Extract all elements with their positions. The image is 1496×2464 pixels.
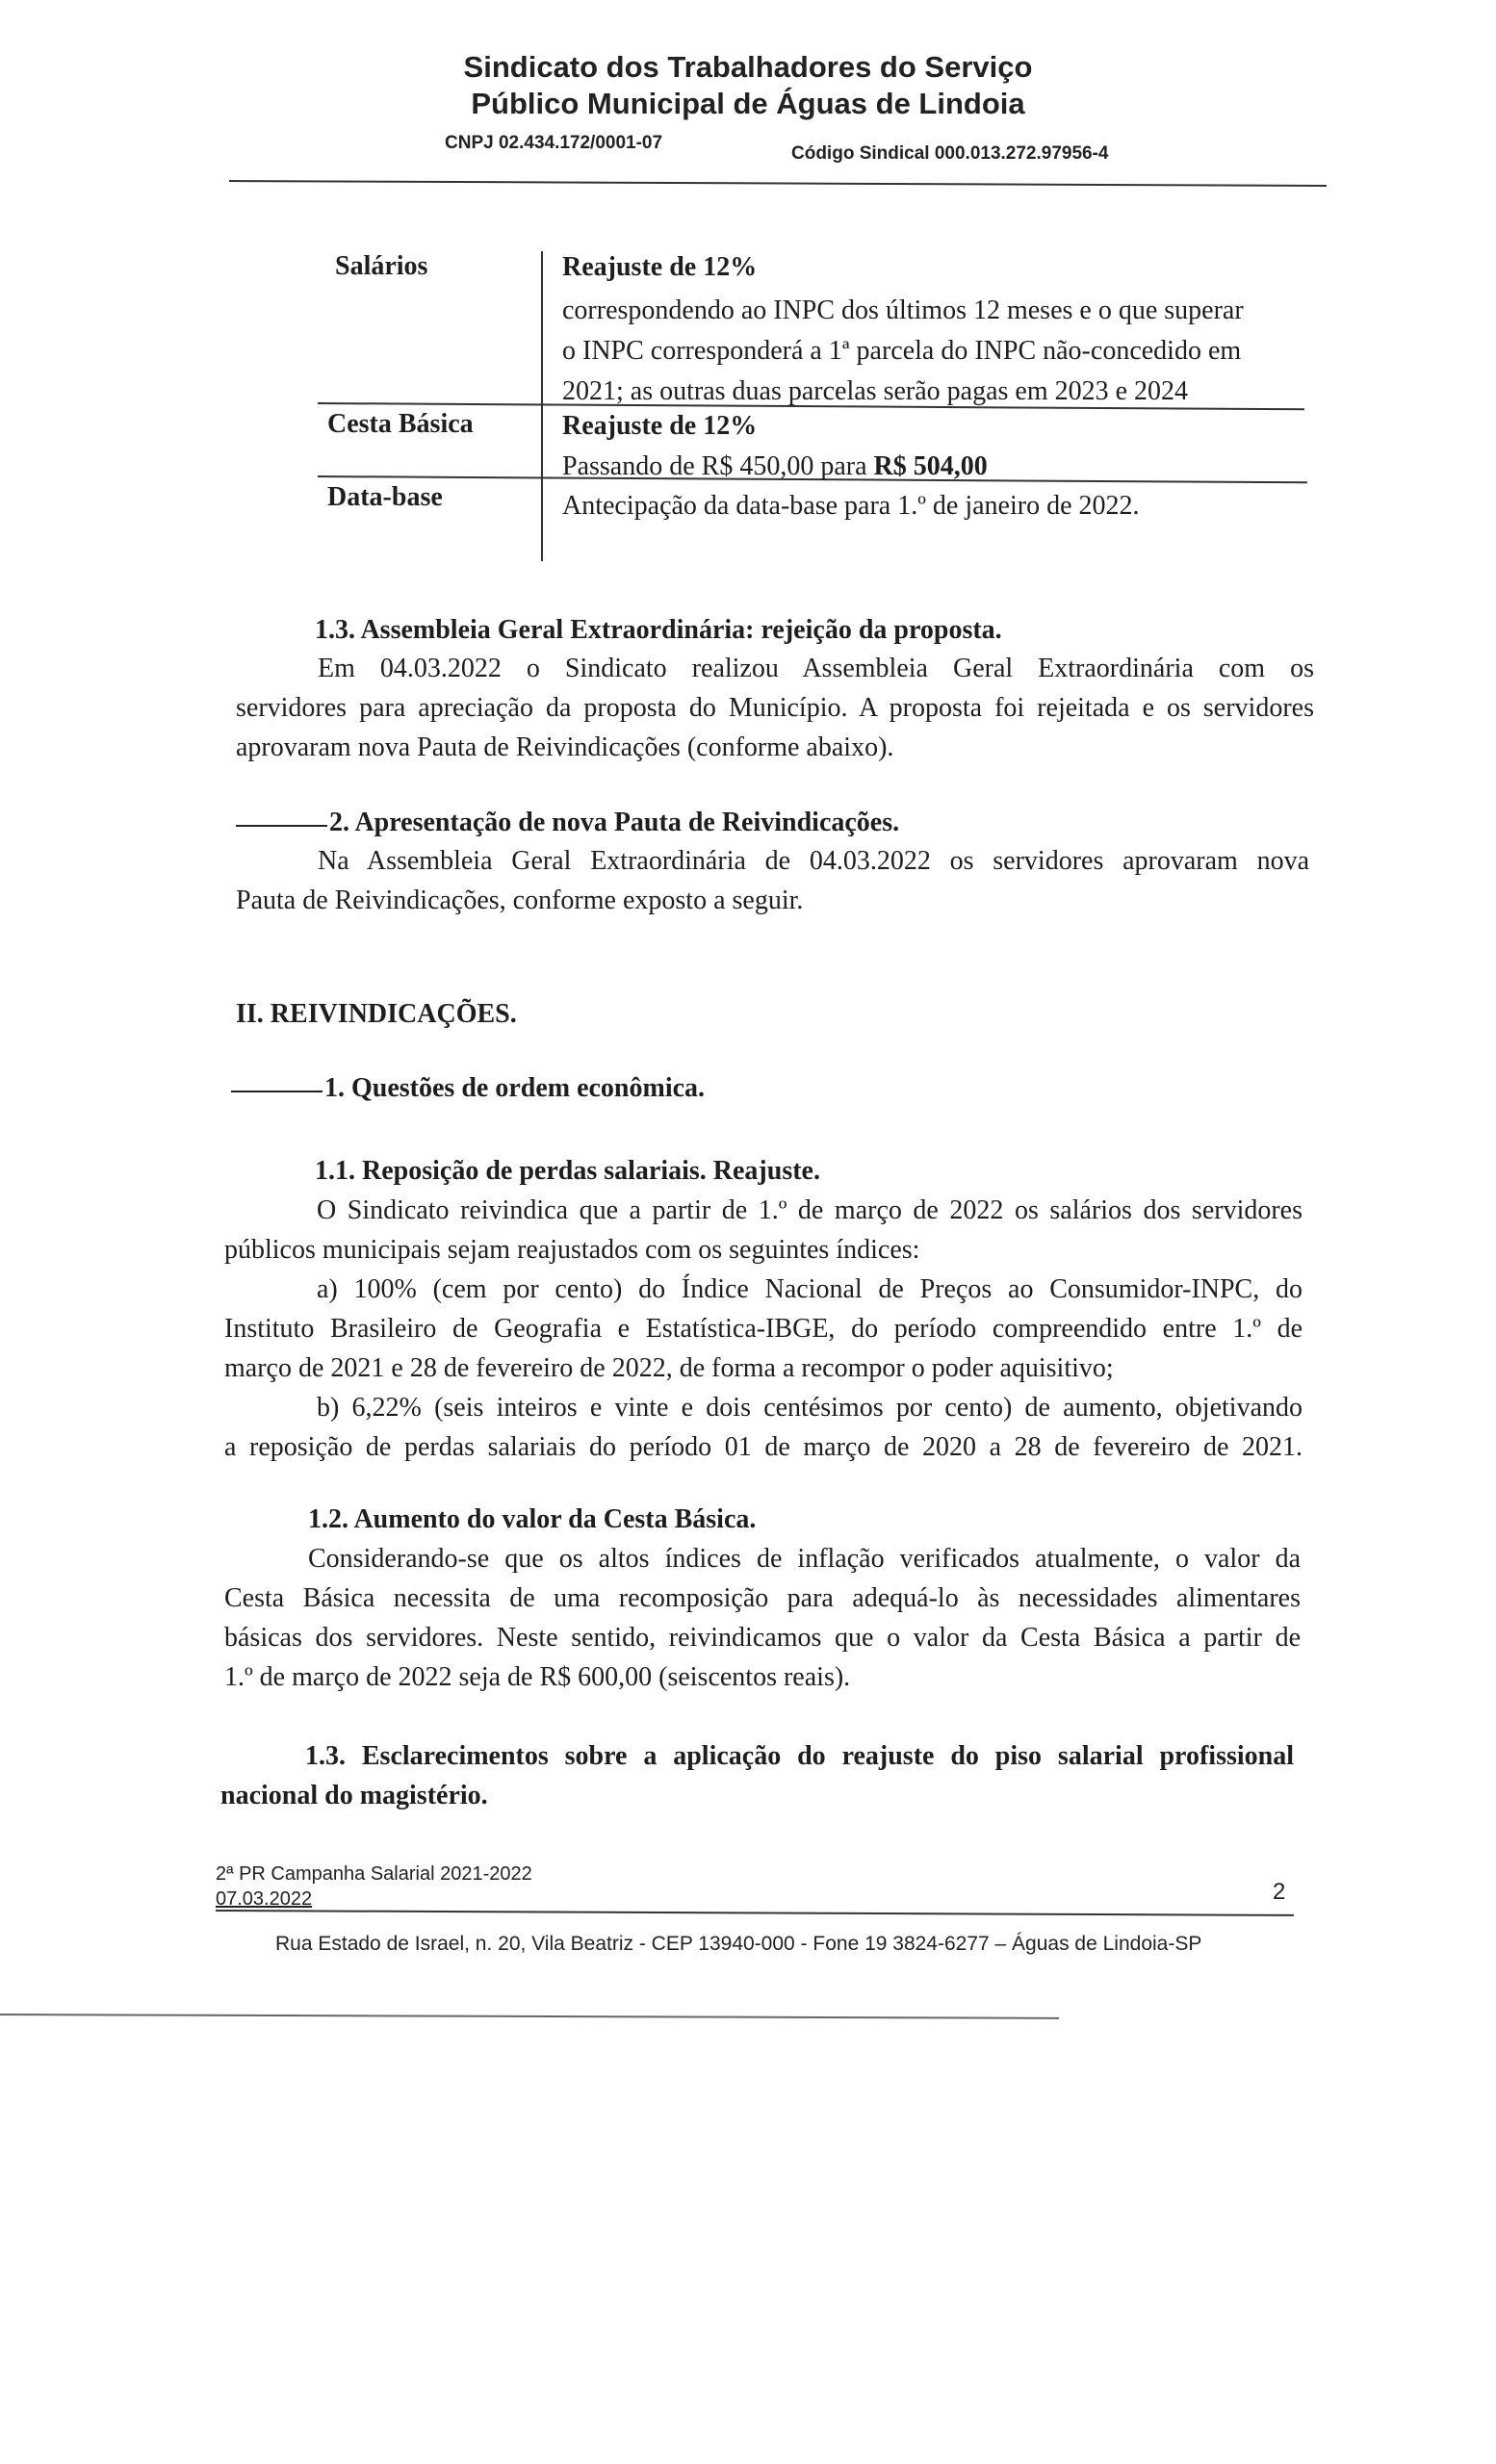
proposal-table	[318, 245, 1309, 568]
paragraph-line: Cesta Básica necessita de uma recomposição para adequá-lo às necessidades alimentares	[224, 1583, 1301, 1613]
paragraph-line: Em 04.03.2022 o Sindicato realizou Assembleia Geral Extraordinária com os	[318, 654, 1314, 683]
header-divider	[229, 180, 1327, 187]
heading-dash	[231, 1071, 322, 1092]
section-II-heading: II. REIVINDICAÇÕES.	[236, 999, 517, 1029]
codigo-sindical: Código Sindical 000.013.272.97956-4	[791, 143, 1109, 164]
section-1-2-body	[224, 1539, 1301, 1697]
section-1-heading-text: 1. Questões de ordem econômica.	[324, 1073, 706, 1103]
section-1-3b-heading	[220, 1736, 1294, 1815]
table-text-line: 2021; as outras duas parcelas serão pagas em 2023 e 2024	[562, 376, 1189, 406]
section-1-3-heading: 1.3. Assembleia Geral Extraordinária: rejeição da proposta.	[315, 615, 1002, 645]
row-title-cesta-basica: Reajuste de 12%	[562, 411, 758, 441]
paragraph-line: Instituto Brasileiro de Geografia e Estatística-IBGE, do período compreendido entre 1.º de	[224, 1314, 1303, 1344]
paragraph-line: Pauta de Reivindicações, conforme exposto a seguir.	[236, 886, 804, 915]
paragraph-line: básicas dos servidores. Neste sentido, reivindicamos que o valor da Cesta Básica a partir de	[224, 1623, 1301, 1653]
table-text-line: o INPC corresponderá a 1ª parcela do INPC não-concedido em	[562, 336, 1242, 366]
scan-edge-line	[0, 2014, 1059, 2019]
table-vertical-divider	[541, 251, 543, 561]
union-name-line1: Sindicato dos Trabalhadores do Serviço	[463, 50, 1033, 84]
footer-doc-ref: 2ª PR Campanha Salarial 2021-2022	[216, 1863, 532, 1885]
paragraph-line: b) 6,22% (seis inteiros e vinte e dois centésimos por cento) de aumento, objetivando	[317, 1393, 1303, 1423]
row-label-cesta-basica: Cesta Básica	[327, 409, 474, 439]
section-1-1-heading: 1.1. Reposição de perdas salariais. Reajuste.	[315, 1156, 820, 1186]
union-name-line2: Público Municipal de Águas de Lindoia	[471, 87, 1025, 120]
section-1-2-heading: 1.2. Aumento do valor da Cesta Básica.	[308, 1504, 757, 1534]
paragraph-line: Considerando-se que os altos índices de inflação verificados atualmente, o valor da	[308, 1544, 1301, 1574]
data-base-text: Antecipação da data-base para 1.º de janeiro de 2022.	[562, 491, 1140, 521]
footer-date: 07.03.2022	[216, 1888, 313, 1910]
footer-divider	[216, 1910, 1294, 1916]
section-2-heading	[236, 803, 899, 842]
section-2-heading-text: 2. Apresentação de nova Pauta de Reivindicações.	[329, 808, 900, 837]
heading-line: nacional do magistério.	[220, 1781, 488, 1810]
paragraph-line: servidores para apreciação da proposta do Município. A proposta foi rejeitada e os servidores	[236, 693, 1314, 723]
paragraph-line: públicos municipais sejam reajustados com os seguintes índices:	[224, 1235, 920, 1265]
cesta-basica-value-line	[562, 447, 988, 486]
section-1-heading	[231, 1068, 705, 1108]
paragraph-line: a reposição de perdas salariais do período 01 de março de 2020 a 28 de fevereiro de 2021.	[224, 1432, 1303, 1462]
cesta-basica-new-value: R$ 504,00	[873, 451, 988, 481]
cesta-basica-prefix: Passando de R$ 450,00 para	[562, 451, 874, 481]
row-title-salarios: Reajuste de 12%	[562, 252, 758, 282]
table-text-line: correspondendo ao INPC dos últimos 12 meses e o que superar	[562, 295, 1244, 325]
paragraph-line: a) 100% (cem por cento) do Índice Nacional de Preços ao Consumidor-INPC, do	[317, 1274, 1303, 1304]
row-label-data-base: Data-base	[327, 482, 443, 512]
row-label-salarios: Salários	[335, 251, 428, 281]
paragraph-line: 1.º de março de 2022 seja de R$ 600,00 (seiscentos reais).	[224, 1662, 851, 1692]
footer-address: Rua Estado de Israel, n. 20, Vila Beatriz - CEP 13940-000 - Fone 19 3824-6277 – Águas de Lindoia-SP	[275, 1933, 1202, 1955]
footer-reference	[216, 1861, 532, 1912]
paragraph-line: O Sindicato reivindica que a partir de 1.º de março de 2022 os salários dos servidores	[317, 1195, 1303, 1225]
section-1-3-body	[236, 649, 1314, 767]
cnpj-number: CNPJ 02.434.172/0001-07	[445, 133, 663, 153]
page-number: 2	[1273, 1879, 1286, 1905]
paragraph-line: aprovaram nova Pauta de Reivindicações (conforme abaixo).	[236, 732, 894, 762]
paragraph-line: março de 2021 e 28 de fevereiro de 2022, de forma a recompor o poder aquisitivo;	[224, 1353, 1114, 1383]
heading-line: 1.3. Esclarecimentos sobre a aplicação do reajuste do piso salarial profissional	[305, 1741, 1294, 1771]
heading-dash	[236, 806, 327, 827]
paragraph-line: Na Assembleia Geral Extraordinária de 04.03.2022 os servidores aprovaram nova	[318, 846, 1309, 876]
section-1-1-body	[224, 1191, 1303, 1467]
section-2-body	[236, 841, 1309, 920]
